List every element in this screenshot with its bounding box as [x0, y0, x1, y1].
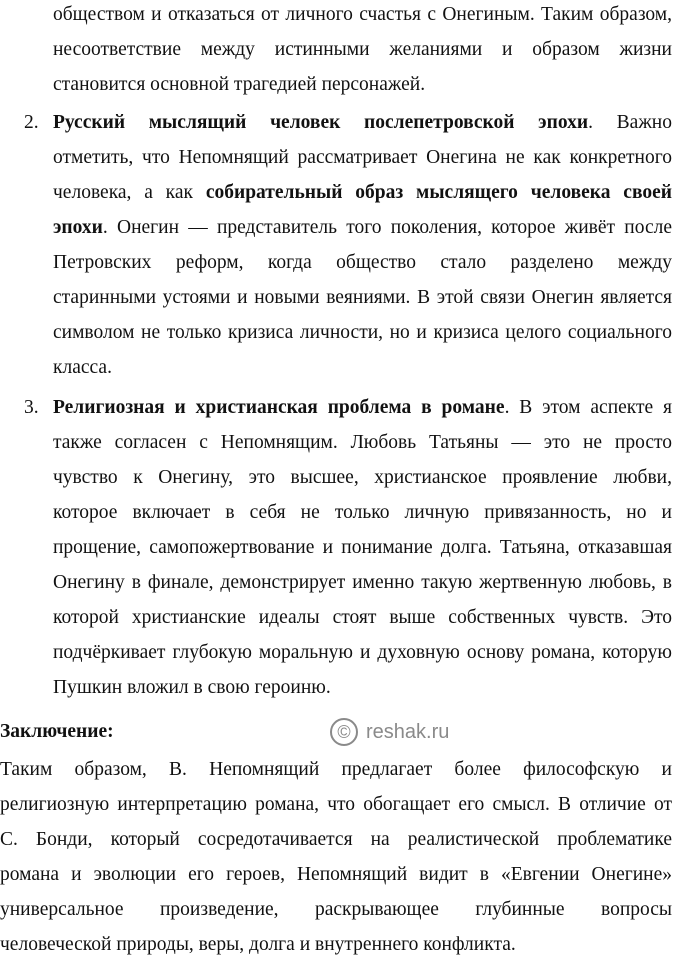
text-line [53, 143, 672, 178]
text-line [53, 213, 672, 248]
text-segment: . Важно [588, 112, 672, 133]
text-segment: подчёркивает глубокую моральную и духовную основу романа, которую [53, 642, 672, 663]
text-segment: Петровских реформ, когда общество стало разделено между [53, 252, 672, 273]
text-segment: человеческой природы, веры, долга и внутреннего конфликта. [0, 934, 516, 955]
bold-text: Русский мыслящий человек послепетровской эпохи [53, 112, 589, 133]
text-line [53, 178, 672, 213]
text-line [53, 70, 672, 105]
text-segment: символом не только кризиса личности, но и кризиса целого социального [53, 322, 672, 343]
text-segment: С. Бонди, который сосредотачивается на реалистической проблематике [0, 829, 672, 850]
bold-text: эпохи [53, 217, 103, 238]
text-line [0, 755, 672, 790]
text-segment: прощение, самопожертвование и понимание долга. Татьяна, отказавшая [53, 537, 672, 558]
text-segment: романа и эволюции его героев, Непомнящий видит в «Евгении Онегине» [0, 864, 672, 885]
text-segment: Онегину в финале, демонстрирует именно такую жертвенную любовь, в [53, 572, 672, 593]
text-line [53, 353, 672, 388]
text-segment: становится основной трагедией персонажей. [53, 74, 426, 95]
text-segment: . Онегин — представитель того поколения, которое живёт после [102, 217, 672, 238]
text-line [53, 393, 672, 428]
list-item-2 [24, 108, 672, 388]
bold-text: Религиозная и христианская проблема в романе [53, 397, 505, 418]
text-line [0, 825, 672, 860]
bold-text: Заключение: [0, 721, 114, 742]
copyright-icon: © [330, 718, 358, 746]
text-segment: универсальное произведение, раскрывающее глубинные вопросы [0, 899, 672, 920]
text-segment: которой христианские идеалы стоят выше собственных чувств. Это [53, 607, 672, 628]
conclusion-heading [0, 717, 672, 752]
text-segment: Таким образом, В. Непомнящий предлагает более философскую и [0, 759, 672, 780]
text-segment: старинными устоями и новыми веяниями. В этой связи Онегин является [53, 287, 672, 308]
text-segment: которое включает в себя не только личную привязанность, но и [53, 502, 672, 523]
item-1-continuation [53, 0, 672, 105]
text-line [53, 318, 672, 353]
text-line [53, 428, 672, 463]
text-line [53, 673, 672, 708]
text-line [53, 533, 672, 568]
text-segment: отметить, что Непомнящий рассматривает Онегина не как конкретного [53, 147, 672, 168]
text-line [53, 603, 672, 638]
text-line [0, 860, 672, 895]
conclusion-text [0, 755, 672, 965]
text-line [53, 108, 672, 143]
text-segment: также согласен с Непомнящим. Любовь Татьяны — это не просто [53, 432, 672, 453]
text-line [53, 568, 672, 603]
text-line [0, 790, 672, 825]
text-segment: религиозную интерпретацию романа, что обогащает его смысл. В отличие от [0, 794, 672, 815]
text-line [53, 463, 672, 498]
list-number: 3. [24, 397, 39, 418]
text-segment: несоответствие между истинными желаниями и образом жизни [53, 39, 672, 60]
text-line [53, 0, 672, 35]
text-segment: . В этом аспекте я [504, 397, 673, 418]
text-segment: Пушкин вложил в свою героиню. [53, 677, 331, 698]
text-line [0, 717, 672, 752]
text-segment: чувство к Онегину, это высшее, христианское проявление любви, [53, 467, 672, 488]
text-line [0, 895, 672, 930]
bold-text: собирательный образ мыслящего человека своей [205, 182, 672, 203]
text-segment: человека, а как [53, 182, 206, 203]
text-line [53, 35, 672, 70]
list-item-3 [24, 393, 673, 708]
text-line [53, 638, 672, 673]
text-line [53, 498, 672, 533]
list-number: 2. [24, 112, 39, 133]
text-line [53, 248, 672, 283]
text-line [53, 283, 672, 318]
watermark-text: reshak.ru [366, 721, 450, 743]
text-segment: обществом и отказаться от личного счастья с Онегиным. Таким образом, [53, 4, 672, 25]
text-segment: класса. [53, 357, 112, 378]
